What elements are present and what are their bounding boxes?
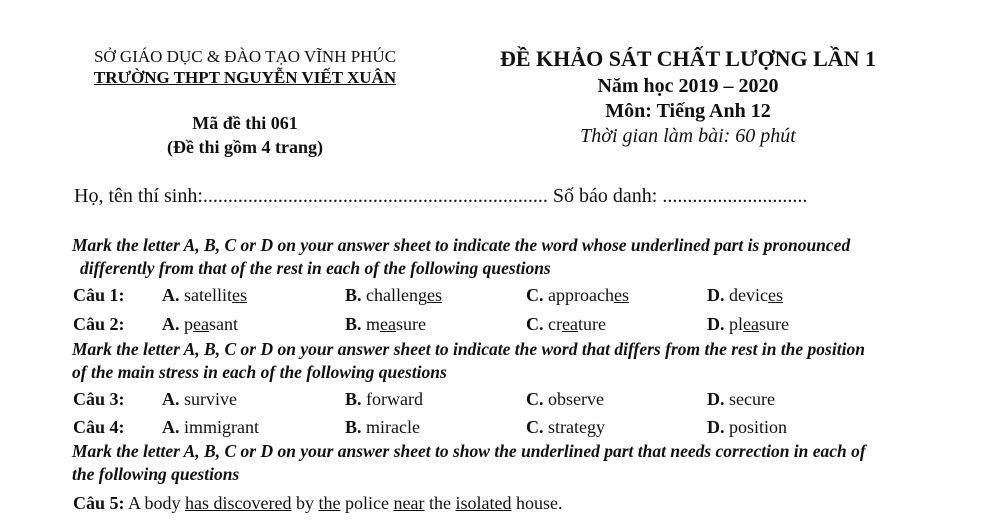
pages-note: (Đề thi gồm 4 trang) — [167, 137, 323, 157]
option-a: A. immigrant — [162, 417, 259, 437]
option-d: D. devices — [707, 285, 783, 305]
department-name: SỞ GIÁO DỤC & ĐÀO TẠO VĨNH PHÚC — [93, 47, 397, 66]
option-a: A. satellites — [162, 285, 247, 305]
option-a: A. survive — [162, 389, 237, 409]
question-2 — [73, 314, 973, 338]
option-c: C. creature — [526, 314, 606, 334]
question-number: Câu 4: — [73, 417, 125, 437]
section-3-instruction — [72, 440, 962, 486]
option-b: B. challenges — [345, 285, 442, 305]
section-1-instruction — [72, 234, 962, 280]
instruction-line: of the main stress in each of the following questions — [72, 362, 447, 382]
option-a: A. peasant — [162, 314, 238, 334]
underlined-part: es — [232, 285, 247, 305]
underlined-part: ea — [561, 314, 578, 334]
instruction-line: the following questions — [72, 464, 240, 484]
underlined-part: ea — [193, 314, 209, 334]
option-c: C. strategy — [526, 417, 605, 437]
question-number: Câu 2: — [73, 314, 125, 334]
question-sentence: A body has discovered by the police near the isolated house. — [128, 493, 563, 513]
underlined-part: isolated — [455, 493, 512, 513]
question-number: Câu 5: — [73, 493, 125, 513]
underlined-part: es — [613, 285, 629, 305]
exam-code: Mã đề thi 061 — [192, 113, 298, 133]
option-c: C. approaches — [526, 285, 629, 305]
underlined-part: es — [427, 285, 442, 305]
underlined-part: has discovered — [185, 493, 292, 513]
underlined-part: ea — [743, 314, 759, 334]
option-b: B. miracle — [345, 417, 420, 437]
option-b: B. forward — [345, 389, 423, 409]
candidate-line — [74, 185, 807, 208]
candidate-name-field: Họ, tên thí sinh:..................................................................... — [74, 185, 548, 207]
underlined-part: near — [393, 493, 425, 513]
question-4 — [73, 417, 973, 441]
school-name: TRƯỜNG THPT NGUYỄN VIẾT XUÂN — [93, 68, 397, 87]
question-number: Câu 3: — [73, 389, 125, 409]
instruction-line: Mark the letter A, B, C or D on your answer sheet to indicate the word that differs from the rest in the position — [72, 339, 865, 359]
underlined-part: ea — [380, 314, 397, 334]
option-d: D. secure — [707, 389, 775, 409]
underlined-part: the — [318, 493, 341, 513]
underlined-part: es — [767, 285, 783, 305]
section-2-instruction — [72, 338, 962, 384]
option-d: D. position — [707, 417, 788, 437]
question-1 — [73, 285, 973, 309]
exam-title: ĐỀ KHẢO SÁT CHẤT LƯỢNG LẦN 1 — [499, 46, 877, 71]
subject: Môn: Tiếng Anh 12 — [605, 100, 771, 122]
candidate-id-field: Số báo danh: ............................. — [552, 185, 808, 207]
instruction-line: Mark the letter A, B, C or D on your answer sheet to show the underlined part that needs correction in each of — [72, 441, 866, 461]
school-year: Năm học 2019 – 2020 — [597, 75, 779, 97]
question-number: Câu 1: — [73, 285, 125, 305]
option-c: C. observe — [526, 389, 604, 409]
question-5 — [73, 493, 973, 517]
instruction-line: Mark the letter A, B, C or D on your answer sheet to indicate the word whose underlined part is pronounced — [72, 235, 851, 255]
option-b: B. measure — [345, 314, 427, 334]
option-d: D. pleasure — [707, 314, 789, 334]
duration: Thời gian làm bài: 60 phút — [580, 125, 796, 147]
question-3 — [73, 389, 973, 413]
instruction-line: differently from that of the rest in each of the following questions — [80, 258, 551, 278]
